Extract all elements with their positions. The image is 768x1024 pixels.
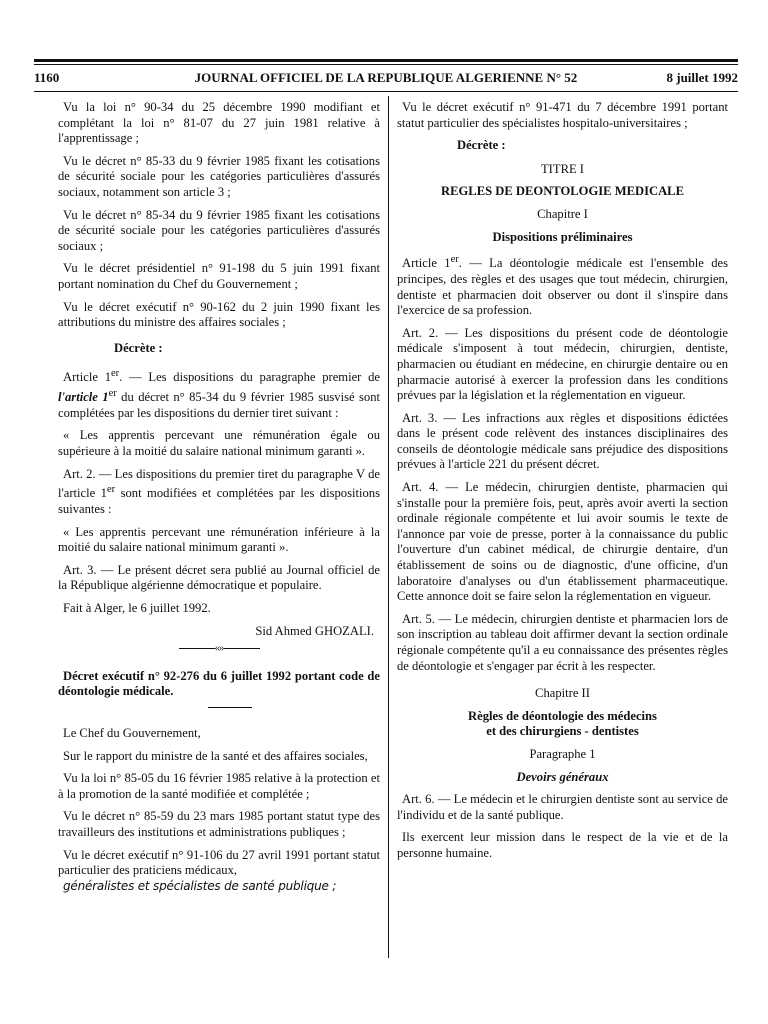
page-number: 1160 bbox=[34, 70, 60, 85]
titre-label: TITRE I bbox=[540, 161, 584, 176]
title-underline bbox=[208, 707, 252, 708]
article-1 bbox=[58, 366, 380, 421]
visa-paragraph: Sur le rapport du ministre de la santé et des affaires sociales, bbox=[63, 748, 368, 763]
superscript: er bbox=[450, 254, 459, 266]
visa-paragraph: Vu le décret n° 85-33 du 9 février 1985 fixant les cotisations de sécurité sociale pour les catégories particulières d'assurés sociaux, notamment son article 3 ; bbox=[58, 153, 380, 199]
superscript: er bbox=[106, 484, 116, 496]
article-3: Art. 3. — Les infractions aux règles et dispositions édictées dans le présent code relèvent des instances disciplinaires des conseils de déontologie médicale sans préjudice des dispositions prévues à l'article 221 du présent décret. bbox=[397, 410, 728, 472]
top-rule-thin bbox=[34, 64, 738, 65]
right-column bbox=[397, 100, 728, 869]
visa-paragraph: Vu le décret exécutif n° 91-106 du 27 avril 1991 portant statut particulier des praticiens médicaux, bbox=[58, 847, 380, 878]
left-column bbox=[58, 100, 380, 901]
top-rule-thick bbox=[34, 59, 738, 62]
titre-name: REGLES DE DEONTOLOGIE MEDICALE bbox=[441, 184, 684, 199]
article-3: Art. 3. — Le présent décret sera publié au Journal officiel de la République algérienne démocratique et populaire. bbox=[58, 562, 380, 593]
article-2 bbox=[58, 467, 380, 518]
decrete-heading: Décrète : bbox=[114, 340, 163, 355]
article-reference: l'article 1 bbox=[58, 390, 109, 405]
chapter-1-label: Chapitre I bbox=[537, 206, 588, 221]
article-1-label: Article 1 bbox=[402, 256, 451, 271]
signature: Sid Ahmed GHOZALI. bbox=[255, 623, 374, 638]
header-rule bbox=[34, 91, 738, 92]
quote-paragraph: « Les apprentis percevant une rémunération égale ou supérieure à la moitié du salaire national minimum garanti ». bbox=[58, 428, 380, 459]
superscript: er bbox=[111, 368, 120, 380]
visa-paragraph: Vu le décret exécutif n° 91-471 du 7 décembre 1991 portant statut particulier des spécialistes hospitalo-universitaires ; bbox=[397, 100, 728, 130]
ornament-divider bbox=[58, 641, 380, 657]
article-2-text-end: sont modifiées et complétées par les dispositions suivantes : bbox=[58, 486, 380, 517]
quote-paragraph: « Les apprentis percevant une rémunération inférieure à la moitié du salaire national minimum garanti ». bbox=[58, 524, 380, 555]
article-4: Art. 4. — Le médecin, chirurgien dentiste, pharmacien qui s'installe pour la première fois, peut, après avoir averti la section ordinale régionale compétente et lui avoir soumis le texte de l'annonce par voie de presse, porter à la connaissance du public l'ouverture d'un cabinet médical, de chirurgie dentaire, d'un établissement de soins ou de diagnostic, d'une officine, d'un laboratoire d'analyses ou d'un établissement pharmaceutique. Cette annonce doit se faire selon la réglementation en vigueur. bbox=[397, 480, 728, 604]
handwritten-annotation: généralistes et spécialistes de santé publique ; bbox=[63, 878, 337, 893]
decree-title: Décret exécutif n° 92-276 du 6 juillet 1992 portant code de déontologie médicale. bbox=[58, 668, 380, 699]
chapter-2-label: Chapitre II bbox=[535, 686, 590, 701]
article-6-continuation: Ils exercent leur mission dans le respect de la vie et de la personne humaine. bbox=[397, 830, 728, 860]
done-at: Fait à Alger, le 6 juillet 1992. bbox=[63, 601, 211, 615]
visa-paragraph: Vu le décret présidentiel n° 91-198 du 5 juin 1991 fixant portant nomination du Chef du Gouvernement ; bbox=[58, 261, 380, 291]
chef-line: Le Chef du Gouvernement, bbox=[63, 725, 201, 740]
chapter-2-name-line2: et des chirurgiens - dentistes bbox=[486, 724, 639, 739]
chapter-1-name: Dispositions préliminaires bbox=[492, 229, 633, 244]
visa-paragraph: Vu le décret n° 85-34 du 9 février 1985 fixant les cotisations de sécurité sociale pour les catégories particulières d'assurés sociaux ; bbox=[58, 207, 380, 253]
article-5: Art. 5. — Le médecin, chirurgien dentiste et pharmacien lors de son inscription au tableau doit affirmer devant la section ordinale régionale compétente qu'il a eu connaissance des présentes règles de déontologie et s'engager par écrit à les respecter. bbox=[397, 611, 728, 673]
issue-date: 8 juillet 1992 bbox=[666, 70, 738, 85]
ornament-glyph: «» bbox=[214, 642, 224, 655]
article-1 bbox=[397, 252, 728, 319]
superscript: er bbox=[108, 388, 117, 400]
visa-paragraph: Vu la loi n° 90-34 du 25 décembre 1990 modifiant et complétant la loi n° 81-07 du 27 juin 1981 relative à l'apprentissage ; bbox=[58, 100, 380, 146]
article-1-text: . — La déontologie médicale est l'ensemble des principes, des règles et des usages que tout médecin, chirurgien, dentiste et pharmacien doit observer ou dont il s'inspire dans l'exercice de sa profession. bbox=[397, 256, 728, 318]
visa-paragraph: Vu le décret n° 85-59 du 23 mars 1985 portant statut type des travailleurs des institutions et administrations publiques ; bbox=[58, 809, 380, 839]
paragraph-1-label: Paragraphe 1 bbox=[529, 746, 596, 761]
article-1-text-end: du décret n° 85-34 du 9 février 1985 susvisé sont complétées par les dispositions du dernier tiret suivant : bbox=[58, 390, 380, 420]
article-1-text: . — Les dispositions du paragraphe premier de bbox=[119, 370, 380, 385]
column-divider bbox=[388, 96, 389, 958]
article-2: Art. 2. — Les dispositions du présent code de déontologie médicale s'imposent à tout médecin, chirurgien, dentiste, pharmacien ou étudiant en médecine, en chirurgie dentaire ou en pharmacie autorisé à exercer la profession dans les conditions prévues par la législation et la réglementation en vigueur. bbox=[397, 325, 728, 403]
visa-paragraph: Vu le décret exécutif n° 90-162 du 2 juin 1990 fixant les attributions du ministre des affaires sociales ; bbox=[58, 299, 380, 330]
article-2-text: Art. 2. — Les dispositions du premier tiret du paragraphe V de l'article 1 bbox=[58, 466, 380, 501]
paragraph-1-name: Devoirs généraux bbox=[516, 769, 609, 784]
visa-paragraph: Vu la loi n° 85-05 du 16 février 1985 relative à la protection et à la promotion de la santé modifiée et complétée ; bbox=[58, 771, 380, 801]
chapter-2-name-line1: Règles de déontologie des médecins bbox=[468, 708, 657, 723]
page-header bbox=[34, 70, 738, 92]
decrete-heading: Décrète : bbox=[457, 138, 506, 153]
article-1-label: Article 1 bbox=[63, 370, 111, 385]
journal-title: JOURNAL OFFICIEL DE LA REPUBLIQUE ALGERIENNE N° 52 bbox=[194, 70, 578, 85]
article-6: Art. 6. — Le médecin et le chirurgien dentiste sont au service de l'individu et de la santé publique. bbox=[397, 792, 728, 822]
